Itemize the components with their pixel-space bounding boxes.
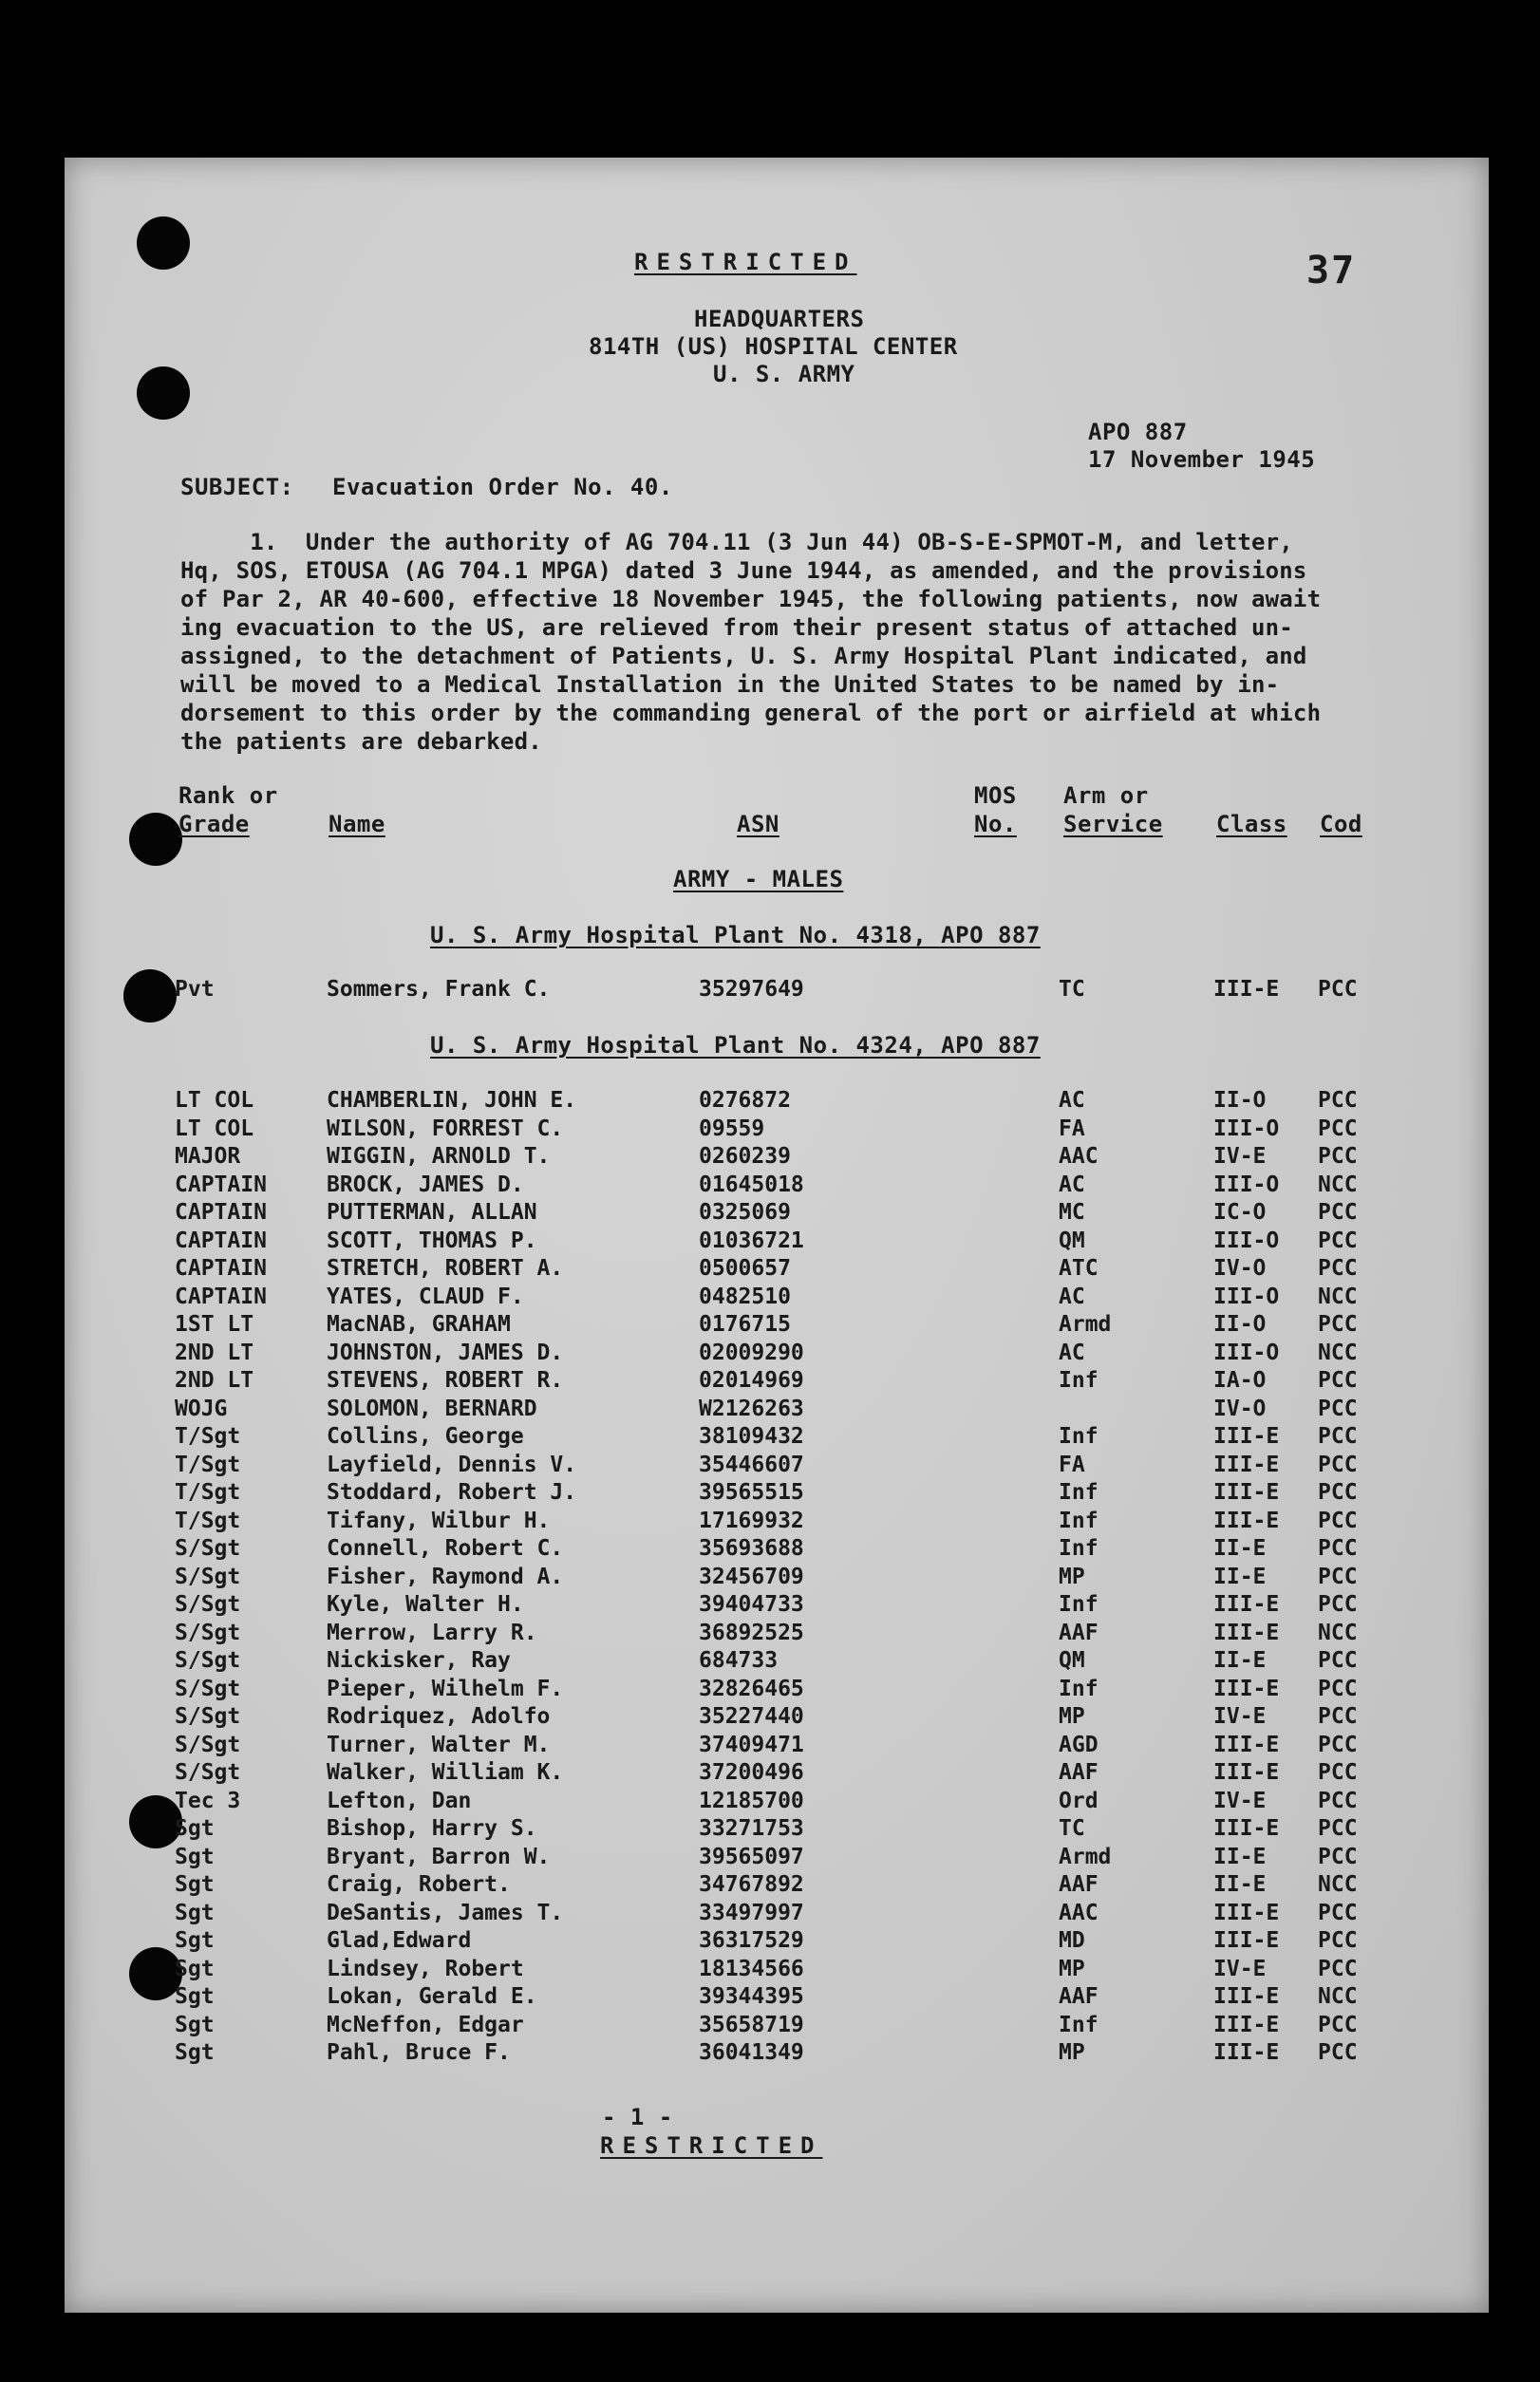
paragraph-line: dorsement to this order by the commanding general of the port or airfield at which: [180, 700, 1322, 726]
class-cell: III-E: [1213, 1984, 1280, 2009]
name-cell: Pahl, Bruce F.: [327, 2040, 511, 2065]
arm-service-cell: TC: [1059, 1816, 1085, 1841]
subject-label: SUBJECT:: [180, 474, 294, 500]
arm-service-cell: ATC: [1059, 1256, 1099, 1281]
table-row: [65, 1760, 1489, 1788]
table-row: [65, 1733, 1489, 1760]
rank-cell: 1ST LT: [175, 1312, 254, 1337]
arm-service-cell: Armd: [1059, 1312, 1112, 1337]
cod-cell: PCC: [1318, 1592, 1358, 1617]
class-cell: III-E: [1213, 1900, 1280, 1925]
name-cell: MacNAB, GRAHAM: [327, 1312, 511, 1337]
table-row: [65, 1116, 1489, 1144]
name-cell: McNeffon, Edgar: [327, 2012, 524, 2037]
class-cell: II-O: [1213, 1312, 1267, 1337]
cod-cell: PCC: [1318, 1312, 1358, 1337]
asn-cell: 09559: [699, 1116, 765, 1141]
class-cell: III-O: [1213, 1228, 1280, 1253]
class-cell: II-E: [1213, 1648, 1267, 1673]
rank-cell: S/Sgt: [175, 1648, 241, 1673]
name-cell: Fisher, Raymond A.: [327, 1564, 564, 1589]
name-cell: Lokan, Gerald E.: [327, 1984, 537, 2009]
table-row: [65, 1789, 1489, 1816]
cod-cell: NCC: [1318, 1620, 1358, 1645]
rank-cell: Sgt: [175, 1984, 215, 2009]
rank-cell: CAPTAIN: [175, 1200, 267, 1225]
col-arm-top: Arm or: [1063, 782, 1149, 809]
name-cell: Collins, George: [327, 1424, 524, 1449]
table-row: [65, 1648, 1489, 1676]
rank-cell: Sgt: [175, 1816, 215, 1841]
rank-cell: Sgt: [175, 2012, 215, 2037]
paragraph-line: of Par 2, AR 40-600, effective 18 November 1945, the following patients, now await: [180, 586, 1322, 612]
name-cell: Turner, Walter M.: [327, 1732, 551, 1757]
cod-cell: NCC: [1318, 1872, 1358, 1897]
arm-service-cell: FA: [1059, 1452, 1085, 1477]
name-cell: JOHNSTON, JAMES D.: [327, 1340, 564, 1365]
asn-cell: 39404733: [699, 1592, 804, 1617]
arm-service-cell: Inf: [1059, 1368, 1099, 1393]
name-cell: Nickisker, Ray: [327, 1648, 511, 1673]
name-cell: WIGGIN, ARNOLD T.: [327, 1144, 551, 1169]
name-cell: Lindsey, Robert: [327, 1956, 524, 1981]
name-cell: PUTTERMAN, ALLAN: [327, 1200, 537, 1225]
class-cell: III-E: [1213, 1816, 1280, 1841]
asn-cell: 33497997: [699, 1900, 804, 1925]
asn-cell: 35297649: [699, 977, 804, 1002]
arm-service-cell: MP: [1059, 1956, 1085, 1981]
rank-cell: CAPTAIN: [175, 1284, 267, 1309]
asn-cell: 17169932: [699, 1508, 804, 1533]
table-row: [65, 1565, 1489, 1592]
class-cell: III-E: [1213, 1592, 1280, 1617]
table-row: [65, 1285, 1489, 1312]
asn-cell: 32826465: [699, 1676, 804, 1701]
class-cell: II-E: [1213, 1536, 1267, 1561]
arm-service-cell: Inf: [1059, 1676, 1099, 1701]
col-asn: ASN: [737, 811, 779, 837]
table-row: [65, 1872, 1489, 1900]
col-mos-top: MOS: [974, 782, 1017, 809]
cod-cell: PCC: [1318, 1648, 1358, 1673]
arm-service-cell: AAF: [1059, 1760, 1099, 1785]
cod-cell: PCC: [1318, 1844, 1358, 1869]
cod-cell: PCC: [1318, 1396, 1358, 1421]
arm-service-cell: QM: [1059, 1648, 1085, 1673]
hq-line-1: HEADQUARTERS: [694, 306, 865, 332]
name-cell: Glad,Edward: [327, 1928, 472, 1953]
name-cell: Rodriquez, Adolfo: [327, 1704, 551, 1729]
asn-cell: 37409471: [699, 1732, 804, 1757]
asn-cell: 35658719: [699, 2012, 804, 2037]
arm-service-cell: AGD: [1059, 1732, 1099, 1757]
cod-cell: PCC: [1318, 1816, 1358, 1841]
class-cell: III-E: [1213, 977, 1280, 1002]
rank-cell: S/Sgt: [175, 1536, 241, 1561]
table-row: [65, 1144, 1489, 1172]
class-cell: III-E: [1213, 1480, 1280, 1505]
name-cell: DeSantis, James T.: [327, 1900, 564, 1925]
asn-cell: 33271753: [699, 1816, 804, 1841]
section-title: ARMY - MALES: [673, 866, 844, 892]
cod-cell: PCC: [1318, 1424, 1358, 1449]
table-row: [65, 1901, 1489, 1928]
name-cell: Craig, Robert.: [327, 1872, 511, 1897]
table-row: [65, 1845, 1489, 1872]
arm-service-cell: Inf: [1059, 1480, 1099, 1505]
rank-cell: Tec 3: [175, 1788, 241, 1813]
cod-cell: PCC: [1318, 1088, 1358, 1113]
paragraph-line: ing evacuation to the US, are relieved from their present status of attached un-: [180, 614, 1293, 641]
cod-cell: NCC: [1318, 1340, 1358, 1365]
arm-service-cell: TC: [1059, 977, 1085, 1002]
authority-paragraph: [180, 528, 1434, 756]
table-row: [65, 2013, 1489, 2040]
rank-cell: WOJG: [175, 1396, 228, 1421]
arm-service-cell: Inf: [1059, 2012, 1099, 2037]
asn-cell: 01645018: [699, 1172, 804, 1197]
rank-cell: S/Sgt: [175, 1620, 241, 1645]
rank-cell: Sgt: [175, 2040, 215, 2065]
cod-cell: PCC: [1318, 1452, 1358, 1477]
page-stamp: 37: [1306, 249, 1357, 292]
asn-cell: 39344395: [699, 1984, 804, 2009]
cod-cell: PCC: [1318, 2040, 1358, 2065]
class-cell: III-E: [1213, 2040, 1280, 2065]
cod-cell: PCC: [1318, 1508, 1358, 1533]
name-cell: Tifany, Wilbur H.: [327, 1508, 551, 1533]
cod-cell: PCC: [1318, 1480, 1358, 1505]
rank-cell: Sgt: [175, 1872, 215, 1897]
class-cell: II-E: [1213, 1872, 1267, 1897]
cod-cell: PCC: [1318, 2012, 1358, 2037]
arm-service-cell: Ord: [1059, 1788, 1099, 1813]
class-cell: IV-O: [1213, 1396, 1267, 1421]
arm-service-cell: QM: [1059, 1228, 1085, 1253]
punch-hole-2: [137, 366, 190, 420]
arm-service-cell: FA: [1059, 1116, 1085, 1141]
asn-cell: 0276872: [699, 1088, 791, 1113]
name-cell: YATES, CLAUD F.: [327, 1284, 524, 1309]
table-row: [65, 1088, 1489, 1116]
cod-cell: PCC: [1318, 977, 1358, 1002]
arm-service-cell: MP: [1059, 1704, 1085, 1729]
table-row: [65, 1592, 1489, 1620]
cod-cell: PCC: [1318, 1676, 1358, 1701]
class-cell: III-E: [1213, 2012, 1280, 2037]
arm-service-cell: AAF: [1059, 1984, 1099, 2009]
rank-cell: S/Sgt: [175, 1564, 241, 1589]
class-cell: II-O: [1213, 1088, 1267, 1113]
asn-cell: 0482510: [699, 1284, 791, 1309]
arm-service-cell: Inf: [1059, 1592, 1099, 1617]
table-row: [65, 1368, 1489, 1396]
table-row: [65, 1229, 1489, 1256]
table-row: [65, 1816, 1489, 1844]
table-row: [65, 1200, 1489, 1228]
arm-service-cell: MC: [1059, 1200, 1085, 1225]
rank-cell: S/Sgt: [175, 1592, 241, 1617]
arm-service-cell: AC: [1059, 1284, 1085, 1309]
table-row: [65, 1704, 1489, 1732]
rank-cell: CAPTAIN: [175, 1228, 267, 1253]
paragraph-line: will be moved to a Medical Installation in the United States to be named by in-: [180, 671, 1280, 698]
arm-service-cell: MD: [1059, 1928, 1085, 1953]
hq-line-2: 814TH (US) HOSPITAL CENTER: [589, 333, 958, 360]
class-cell: II-E: [1213, 1564, 1267, 1589]
rank-cell: Sgt: [175, 1928, 215, 1953]
name-cell: WILSON, FORREST C.: [327, 1116, 564, 1141]
table-row: [65, 1172, 1489, 1200]
asn-cell: 35227440: [699, 1704, 804, 1729]
table-row: [65, 1397, 1489, 1424]
rank-cell: Sgt: [175, 1844, 215, 1869]
rank-cell: 2ND LT: [175, 1340, 254, 1365]
rank-cell: 2ND LT: [175, 1368, 254, 1393]
class-cell: III-E: [1213, 1928, 1280, 1953]
table-row: [65, 977, 1489, 1004]
paragraph-line: assigned, to the detachment of Patients, U. S. Army Hospital Plant indicated, and: [180, 643, 1307, 669]
rank-cell: LT COL: [175, 1116, 254, 1141]
class-cell: III-E: [1213, 1452, 1280, 1477]
table-row: [65, 1536, 1489, 1564]
name-cell: Walker, William K.: [327, 1760, 564, 1785]
cod-cell: PCC: [1318, 1788, 1358, 1813]
arm-service-cell: Armd: [1059, 1844, 1112, 1869]
apo-line: APO 887: [1088, 419, 1188, 445]
table-row: [65, 1256, 1489, 1284]
name-cell: STRETCH, ROBERT A.: [327, 1256, 564, 1281]
asn-cell: 0176715: [699, 1312, 791, 1337]
class-cell: III-E: [1213, 1508, 1280, 1533]
name-cell: SCOTT, THOMAS P.: [327, 1228, 537, 1253]
paragraph-line: the patients are debarked.: [180, 728, 542, 755]
class-cell: II-E: [1213, 1844, 1267, 1869]
cod-cell: PCC: [1318, 1564, 1358, 1589]
asn-cell: 36892525: [699, 1620, 804, 1645]
arm-service-cell: AAC: [1059, 1900, 1099, 1925]
cod-cell: NCC: [1318, 1984, 1358, 2009]
cod-cell: PCC: [1318, 1956, 1358, 1981]
arm-service-cell: AAF: [1059, 1872, 1099, 1897]
asn-cell: 0260239: [699, 1144, 791, 1169]
arm-service-cell: MP: [1059, 2040, 1085, 2065]
arm-service-cell: MP: [1059, 1564, 1085, 1589]
cod-cell: NCC: [1318, 1172, 1358, 1197]
name-cell: Sommers, Frank C.: [327, 977, 551, 1002]
rank-cell: S/Sgt: [175, 1732, 241, 1757]
name-cell: Bryant, Barron W.: [327, 1844, 551, 1869]
class-cell: III-O: [1213, 1172, 1280, 1197]
punch-hole-3: [129, 813, 182, 866]
rank-cell: S/Sgt: [175, 1704, 241, 1729]
rank-cell: MAJOR: [175, 1144, 241, 1169]
cod-cell: PCC: [1318, 1732, 1358, 1757]
class-cell: IV-E: [1213, 1144, 1267, 1169]
cod-cell: PCC: [1318, 1228, 1358, 1253]
table-row: [65, 1509, 1489, 1536]
class-cell: III-E: [1213, 1760, 1280, 1785]
arm-service-cell: AAC: [1059, 1144, 1099, 1169]
subject-text: Evacuation Order No. 40.: [332, 474, 673, 500]
name-cell: Kyle, Walter H.: [327, 1592, 524, 1617]
rank-cell: T/Sgt: [175, 1452, 241, 1477]
arm-service-cell: AC: [1059, 1340, 1085, 1365]
plant-b-title: U. S. Army Hospital Plant No. 4324, APO 887: [430, 1032, 1041, 1059]
class-cell: III-O: [1213, 1116, 1280, 1141]
class-cell: IV-E: [1213, 1704, 1267, 1729]
table-row: [65, 1341, 1489, 1368]
asn-cell: 37200496: [699, 1760, 804, 1785]
rank-cell: Sgt: [175, 1956, 215, 1981]
asn-cell: 39565097: [699, 1844, 804, 1869]
arm-service-cell: Inf: [1059, 1536, 1099, 1561]
class-cell: III-O: [1213, 1340, 1280, 1365]
asn-cell: 35693688: [699, 1536, 804, 1561]
name-cell: Connell, Robert C.: [327, 1536, 564, 1561]
cod-cell: NCC: [1318, 1284, 1358, 1309]
table-row: [65, 1312, 1489, 1340]
date-line: 17 November 1945: [1088, 446, 1316, 473]
asn-cell: 12185700: [699, 1788, 804, 1813]
table-row: [65, 1424, 1489, 1452]
name-cell: Pieper, Wilhelm F.: [327, 1676, 564, 1701]
class-cell: IV-E: [1213, 1788, 1267, 1813]
asn-cell: 34767892: [699, 1872, 804, 1897]
table-row: [65, 1677, 1489, 1704]
class-cell: III-E: [1213, 1620, 1280, 1645]
col-arm-bottom: Service: [1063, 811, 1163, 837]
class-cell: III-E: [1213, 1732, 1280, 1757]
class-cell: III-E: [1213, 1676, 1280, 1701]
paragraph-line: Hq, SOS, ETOUSA (AG 704.1 MPGA) dated 3 June 1944, as amended, and the provisions: [180, 557, 1307, 584]
class-cell: IV-O: [1213, 1256, 1267, 1281]
asn-cell: 39565515: [699, 1480, 804, 1505]
cod-cell: PCC: [1318, 1928, 1358, 1953]
asn-cell: W2126263: [699, 1396, 804, 1421]
name-cell: CHAMBERLIN, JOHN E.: [327, 1088, 577, 1113]
name-cell: STEVENS, ROBERT R.: [327, 1368, 564, 1393]
asn-cell: 02014969: [699, 1368, 804, 1393]
table-row: [65, 1621, 1489, 1648]
table-row: [65, 2040, 1489, 2068]
name-cell: Stoddard, Robert J.: [327, 1480, 577, 1505]
table-row: [65, 1984, 1489, 2012]
cod-cell: PCC: [1318, 1536, 1358, 1561]
asn-cell: 35446607: [699, 1452, 804, 1477]
asn-cell: 38109432: [699, 1424, 804, 1449]
col-name: Name: [329, 811, 385, 837]
cod-cell: PCC: [1318, 1900, 1358, 1925]
plant-a-title: U. S. Army Hospital Plant No. 4318, APO 887: [430, 922, 1041, 948]
name-cell: Bishop, Harry S.: [327, 1816, 537, 1841]
col-class: Class: [1216, 811, 1287, 837]
class-cell: III-O: [1213, 1284, 1280, 1309]
cod-cell: PCC: [1318, 1200, 1358, 1225]
asn-cell: 18134566: [699, 1956, 804, 1981]
asn-cell: 02009290: [699, 1340, 804, 1365]
asn-cell: 0325069: [699, 1200, 791, 1225]
name-cell: BROCK, JAMES D.: [327, 1172, 524, 1197]
rank-cell: CAPTAIN: [175, 1256, 267, 1281]
col-cod: Cod: [1320, 811, 1362, 837]
col-mos-bottom: No.: [974, 811, 1017, 837]
asn-cell: 0500657: [699, 1256, 791, 1281]
arm-service-cell: Inf: [1059, 1424, 1099, 1449]
cod-cell: PCC: [1318, 1144, 1358, 1169]
table-row: [65, 1928, 1489, 1956]
arm-service-cell: AC: [1059, 1172, 1085, 1197]
restricted-header: RESTRICTED: [634, 249, 857, 275]
rank-cell: T/Sgt: [175, 1508, 241, 1533]
rank-cell: S/Sgt: [175, 1760, 241, 1785]
name-cell: SOLOMON, BERNARD: [327, 1396, 537, 1421]
col-rank-bottom: Grade: [178, 811, 250, 837]
class-cell: IV-E: [1213, 1956, 1267, 1981]
rank-cell: T/Sgt: [175, 1424, 241, 1449]
arm-service-cell: AAF: [1059, 1620, 1099, 1645]
table-row: [65, 1957, 1489, 1984]
cod-cell: PCC: [1318, 1368, 1358, 1393]
name-cell: Lefton, Dan: [327, 1788, 472, 1813]
rank-cell: CAPTAIN: [175, 1172, 267, 1197]
class-cell: IA-O: [1213, 1368, 1267, 1393]
class-cell: IC-O: [1213, 1200, 1267, 1225]
hq-line-3: U. S. ARMY: [713, 361, 855, 387]
rank-cell: S/Sgt: [175, 1676, 241, 1701]
rank-cell: T/Sgt: [175, 1480, 241, 1505]
asn-cell: 684733: [699, 1648, 779, 1673]
restricted-footer: RESTRICTED: [600, 2132, 823, 2159]
rank-cell: Pvt: [175, 977, 215, 1002]
table-row: [65, 1480, 1489, 1508]
cod-cell: PCC: [1318, 1256, 1358, 1281]
punch-hole-1: [137, 216, 190, 270]
arm-service-cell: Inf: [1059, 1508, 1099, 1533]
class-cell: III-E: [1213, 1424, 1280, 1449]
asn-cell: 01036721: [699, 1228, 804, 1253]
arm-service-cell: AC: [1059, 1088, 1085, 1113]
asn-cell: 36041349: [699, 2040, 804, 2065]
page-number: - 1 -: [602, 2104, 673, 2130]
asn-cell: 32456709: [699, 1564, 804, 1589]
paragraph-line: 1. Under the authority of AG 704.11 (3 Jun 44) OB-S-E-SPMOT-M, and letter,: [180, 529, 1293, 555]
cod-cell: PCC: [1318, 1760, 1358, 1785]
rank-cell: LT COL: [175, 1088, 254, 1113]
cod-cell: PCC: [1318, 1704, 1358, 1729]
cod-cell: PCC: [1318, 1116, 1358, 1141]
col-rank-top: Rank or: [178, 782, 278, 809]
document-page: [65, 158, 1489, 2313]
name-cell: Merrow, Larry R.: [327, 1620, 537, 1645]
table-row: [65, 1453, 1489, 1480]
rank-cell: Sgt: [175, 1900, 215, 1925]
asn-cell: 36317529: [699, 1928, 804, 1953]
name-cell: Layfield, Dennis V.: [327, 1452, 577, 1477]
